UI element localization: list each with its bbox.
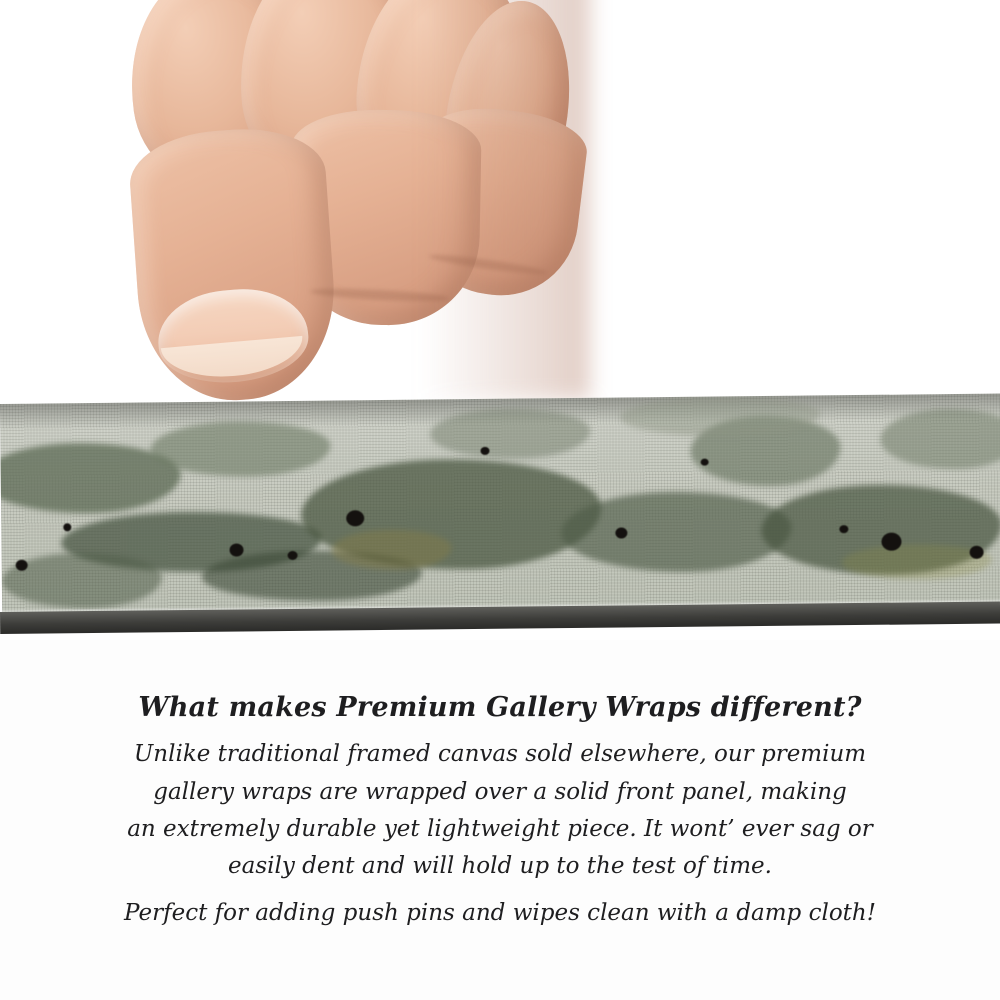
caption-heading: What makes Premium Gallery Wraps different? — [138, 692, 862, 723]
caption-body — [0, 736, 1000, 932]
caption-final-line: Perfect for adding push pins and wipes clean with a damp cloth! — [124, 900, 876, 927]
canvas-edge-strip — [0, 394, 1000, 620]
caption-line-3: an extremely durable yet lightweight piece. It wont’ ever sag or — [127, 815, 873, 842]
caption-line-1: Unlike traditional framed canvas sold elsewhere, our premium — [133, 741, 867, 768]
hand-shadow — [420, 0, 590, 400]
caption-block — [0, 692, 1000, 933]
caption-line-2: gallery wraps are wrapped over a solid front panel, making — [153, 778, 847, 805]
caption-line-4: easily dent and will hold up to the test of time. — [228, 853, 772, 880]
hand-illustration — [120, 0, 550, 430]
